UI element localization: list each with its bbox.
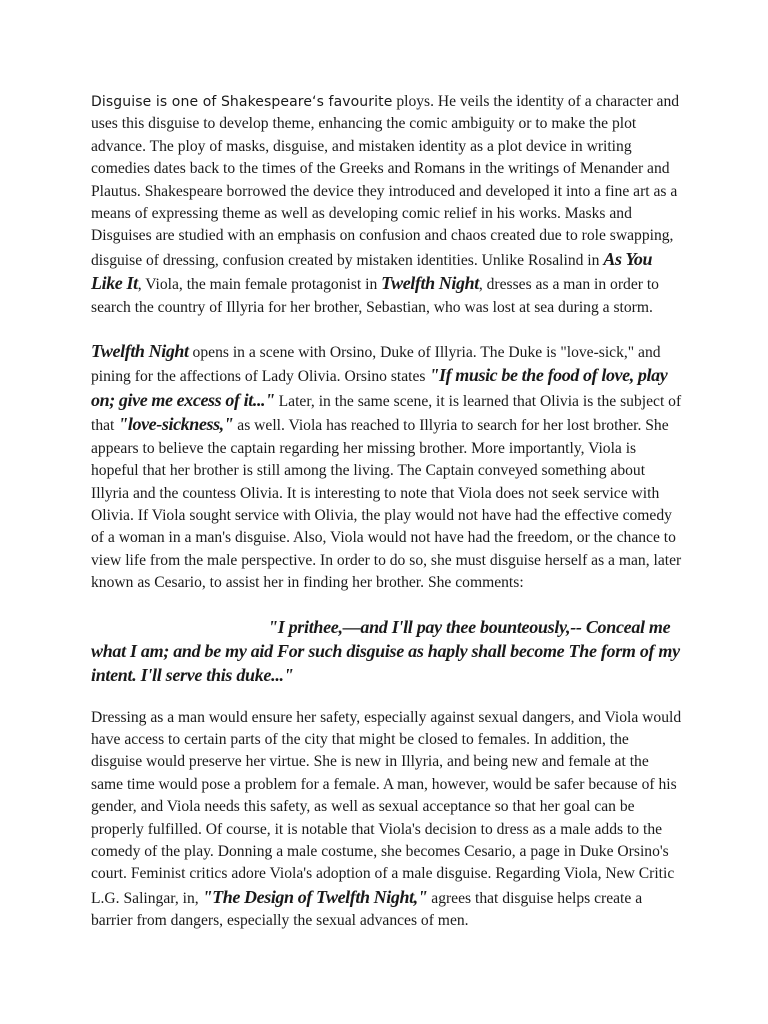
block-quote-viola [91,615,682,687]
intro-lead-text: Disguise is one of Shakespeare‘s favourite [91,94,393,110]
paragraph-disguise-safety [91,707,682,933]
intro-text-a: ploys. He veils the identity of a character and uses this disguise to develop theme, enhancing the comic ambiguity or to make the plot advance. The ploy of masks, disguise, and mistaken identity as a plot device in writing comedies dates back to the times of the Greeks and Romans in the writings of Menander and Plautus. Shakespeare borrowed the device they introduced and developed it into a fine art as a means of expressing theme as well as developing comic relief in his works. Masks and Disguises are studied with an emphasis on confusion and chaos created due to role swapping, disguise of dressing, confusion created by mistaken identities. Unlike Rosalind in [91,93,680,269]
paragraph-intro [91,91,682,319]
title-design-of-twelfth-night: "The Design of Twelfth Night," [202,886,428,907]
intro-text-b: , Viola, the main female protagonist in [137,276,382,294]
title-twelfth-night-lead: Twelfth Night [91,341,189,362]
p2-text-c: as well. Viola has reached to Illyria to search for her lost brother. She appears to believe the captain regarding her missing brother. More importantly, Viola is hopeful that her brother is still among the living. The Captain conveyed something about Illyria and the countess Olivia. It is interesting to note that Viola does not seek service with Olivia. If Viola sought service with Olivia, the play would not have had the effective comedy of a woman in a man's disguise. Also, Viola would not have had the freedom, or the chance to view life from the male perspective. In order to do so, she must disguise herself as a man, later known as Cesario, to assist her in finding her brother. She comments: [91,417,682,592]
p4-text-a: Dressing as a man would ensure her safety, especially against sexual dangers, and Viola would have access to certain parts of the city that might be closed to females. In addition, the disguise would preserve her virtue. She is new in Illyria, and being new and female at the same time would pose a problem for a female. A man, however, would be safer because of his gender, and Viola needs this safety, as well as sexual acceptance so that her goal can be properly fulfilled. Of course, it is notable that Viola's decision to dress as a male adds to the comedy of the play. Donning a male costume, she becomes Cesario, a page in Duke Orsino's court. Feminist critics adore Viola's adoption of a male disguise. Regarding Viola, New Critic L.G. Salingar, in, [91,708,682,907]
title-as-you-like-it: As You Like It [91,248,653,294]
intro-text-c: , dresses as a man in order to search the country of Illyria for her brother, Sebastian, who was lost at sea during a storm. [91,276,659,316]
paragraph-twelfth-night [91,340,682,594]
p2-text-a: opens in a scene with Orsino, Duke of Illyria. The Duke is "love-sick," and pining for the affections of Lady Olivia. Orsino states [91,344,661,386]
title-twelfth-night: Twelfth Night [381,273,479,294]
block-quote-text: "I prithee,—and I'll pay thee bounteously,-- Conceal me what I am; and be my aid For such disguise as haply shall become The form of my intent. I'll serve this duke..." [91,616,680,685]
quote-love-sickness: "love-sickness," [118,414,234,435]
p2-text-b: Later, in the same scene, it is learned that Olivia is the subject of that [91,392,682,435]
p4-text-b: agrees that disguise helps create a barrier from dangers, especially the sexual advances of men. [91,889,643,930]
quote-music-food-of-love: "If music be the food of love, play on; give me excess of it..." [91,365,668,410]
